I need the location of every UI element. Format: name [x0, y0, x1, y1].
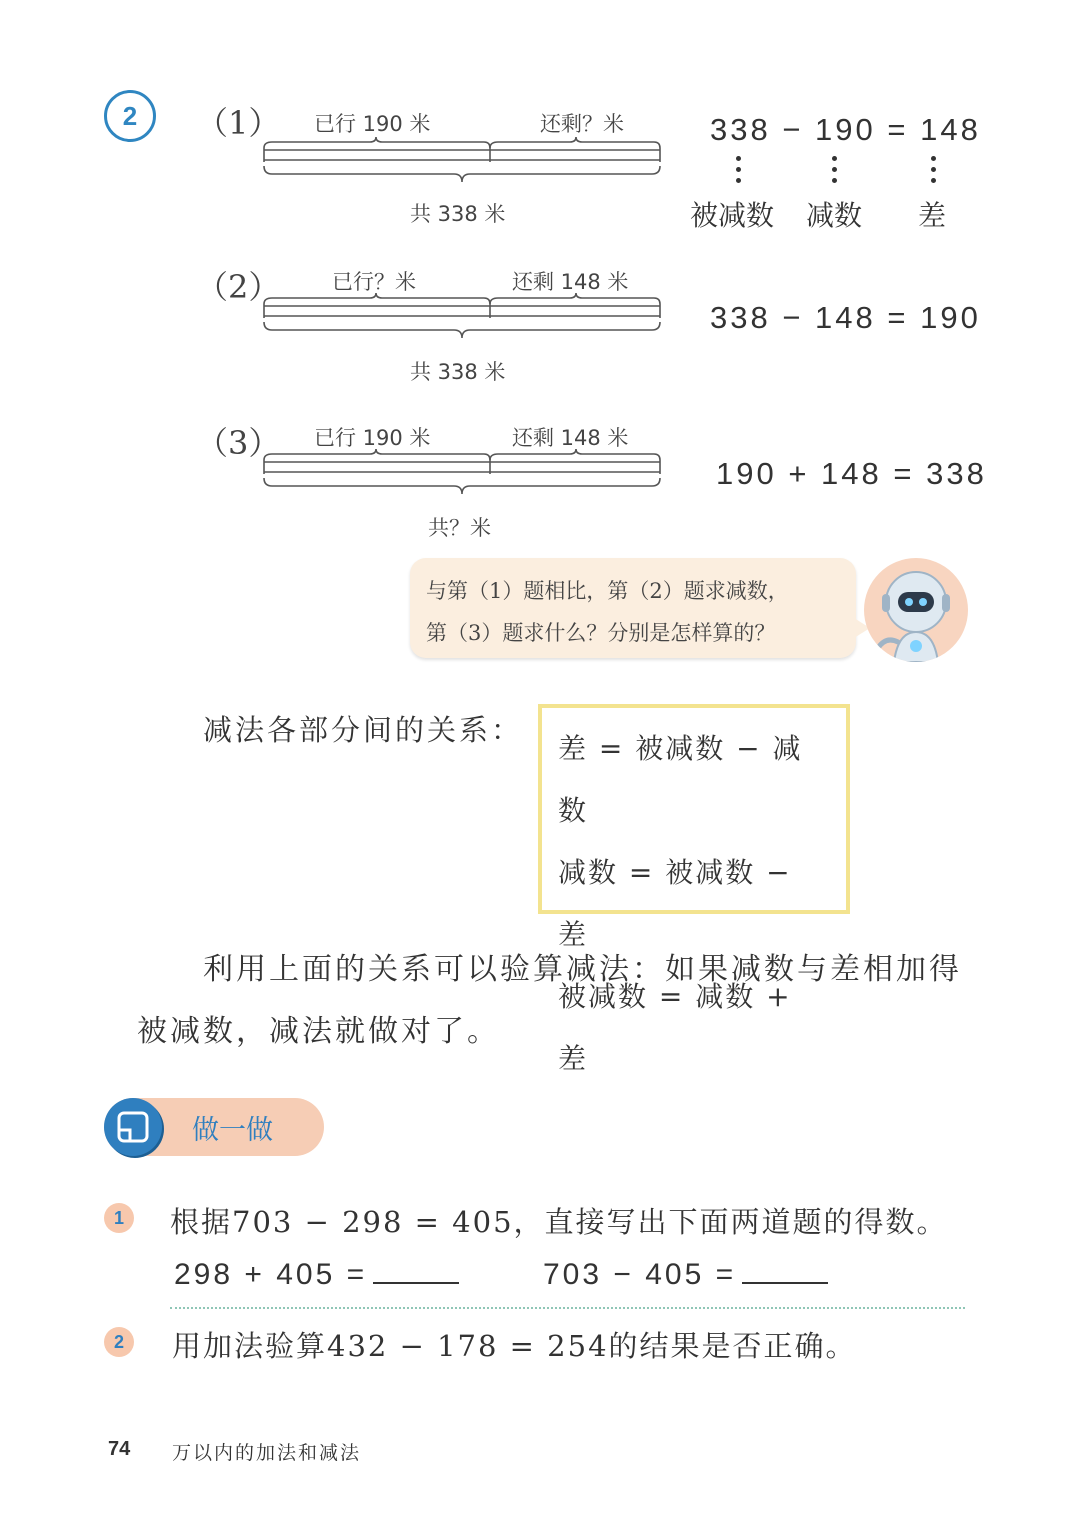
dots-difference	[931, 156, 937, 189]
question-1-blank-1	[174, 1256, 459, 1292]
paragraph-line-2: 被减数，减法就做对了。	[137, 1014, 500, 1049]
term-minuend: 被减数	[690, 199, 775, 232]
question-2-badge: 2	[104, 1327, 134, 1357]
chapter-title: 万以内的加法和减法	[172, 1442, 362, 1464]
part-2-line-diagram	[258, 292, 666, 348]
question-1-text: 根据703 − 298 = 405，直接写出下面两道题的得数。	[170, 1205, 948, 1239]
dotted-separator	[170, 1307, 965, 1309]
try-it-label: 做一做	[192, 1115, 273, 1146]
term-subtrahend: 减数	[806, 199, 863, 232]
dots-subtrahend	[832, 156, 838, 189]
bubble-line-1: 与第（1）题相比，第（2）题求减数，	[426, 579, 789, 603]
part-1-label: （1）	[196, 104, 281, 142]
robot-avatar-icon	[864, 558, 968, 662]
relation-title: 减法各部分间的关系：	[203, 713, 524, 747]
part-2-left-label: 已行？米	[332, 270, 416, 294]
part-3-label: （3）	[196, 424, 281, 462]
part-3-equation: 190 + 148 = 338	[716, 456, 987, 491]
try-it-icon	[104, 1098, 162, 1156]
speech-bubble	[410, 558, 856, 658]
question-1-badge: 1	[104, 1203, 134, 1233]
example-number-badge: 2	[104, 90, 156, 142]
part-1-total-label: 共 338 米	[410, 202, 506, 226]
question-1-expr-2: 703 − 405 =	[543, 1258, 737, 1291]
bubble-line-2: 第（3）题求什么？分别是怎样算的？	[426, 621, 776, 645]
part-1-right-label: 还剩？米	[540, 112, 624, 136]
answer-blank-1[interactable]	[373, 1256, 459, 1284]
relation-box	[538, 704, 850, 1075]
term-difference: 差	[918, 199, 947, 232]
relation-line-1: 差 = 被减数 − 减数	[558, 732, 803, 827]
part-2-label: （2）	[196, 268, 281, 306]
question-1-blank-2	[543, 1256, 828, 1292]
relation-line-3: 被减数 = 减数 + 差	[558, 980, 792, 1075]
part-2-right-label: 还剩 148 米	[512, 270, 629, 294]
part-1-left-label: 已行 190 米	[314, 112, 431, 136]
part-3-left-label: 已行 190 米	[314, 426, 431, 450]
relation-line-2: 减数 = 被减数 − 差	[558, 856, 792, 951]
page-number: 74	[108, 1438, 131, 1460]
part-1-line-diagram	[258, 136, 666, 192]
part-3-right-label: 还剩 148 米	[512, 426, 629, 450]
part-2-equation: 338 − 148 = 190	[710, 300, 981, 335]
paragraph-line-1: 利用上面的关系可以验算减法：如果减数与差相加得	[203, 952, 962, 987]
question-2-text: 用加法验算432 − 178 = 254的结果是否正确。	[172, 1329, 857, 1363]
dots-minuend	[736, 156, 742, 189]
answer-blank-2[interactable]	[742, 1256, 828, 1284]
part-1-equation: 338 − 190 = 148	[710, 112, 981, 147]
question-1-expr-1: 298 + 405 =	[174, 1258, 368, 1291]
part-3-total-label: 共？米	[428, 516, 491, 540]
part-2-total-label: 共 338 米	[410, 360, 506, 384]
part-3-line-diagram	[258, 448, 666, 504]
